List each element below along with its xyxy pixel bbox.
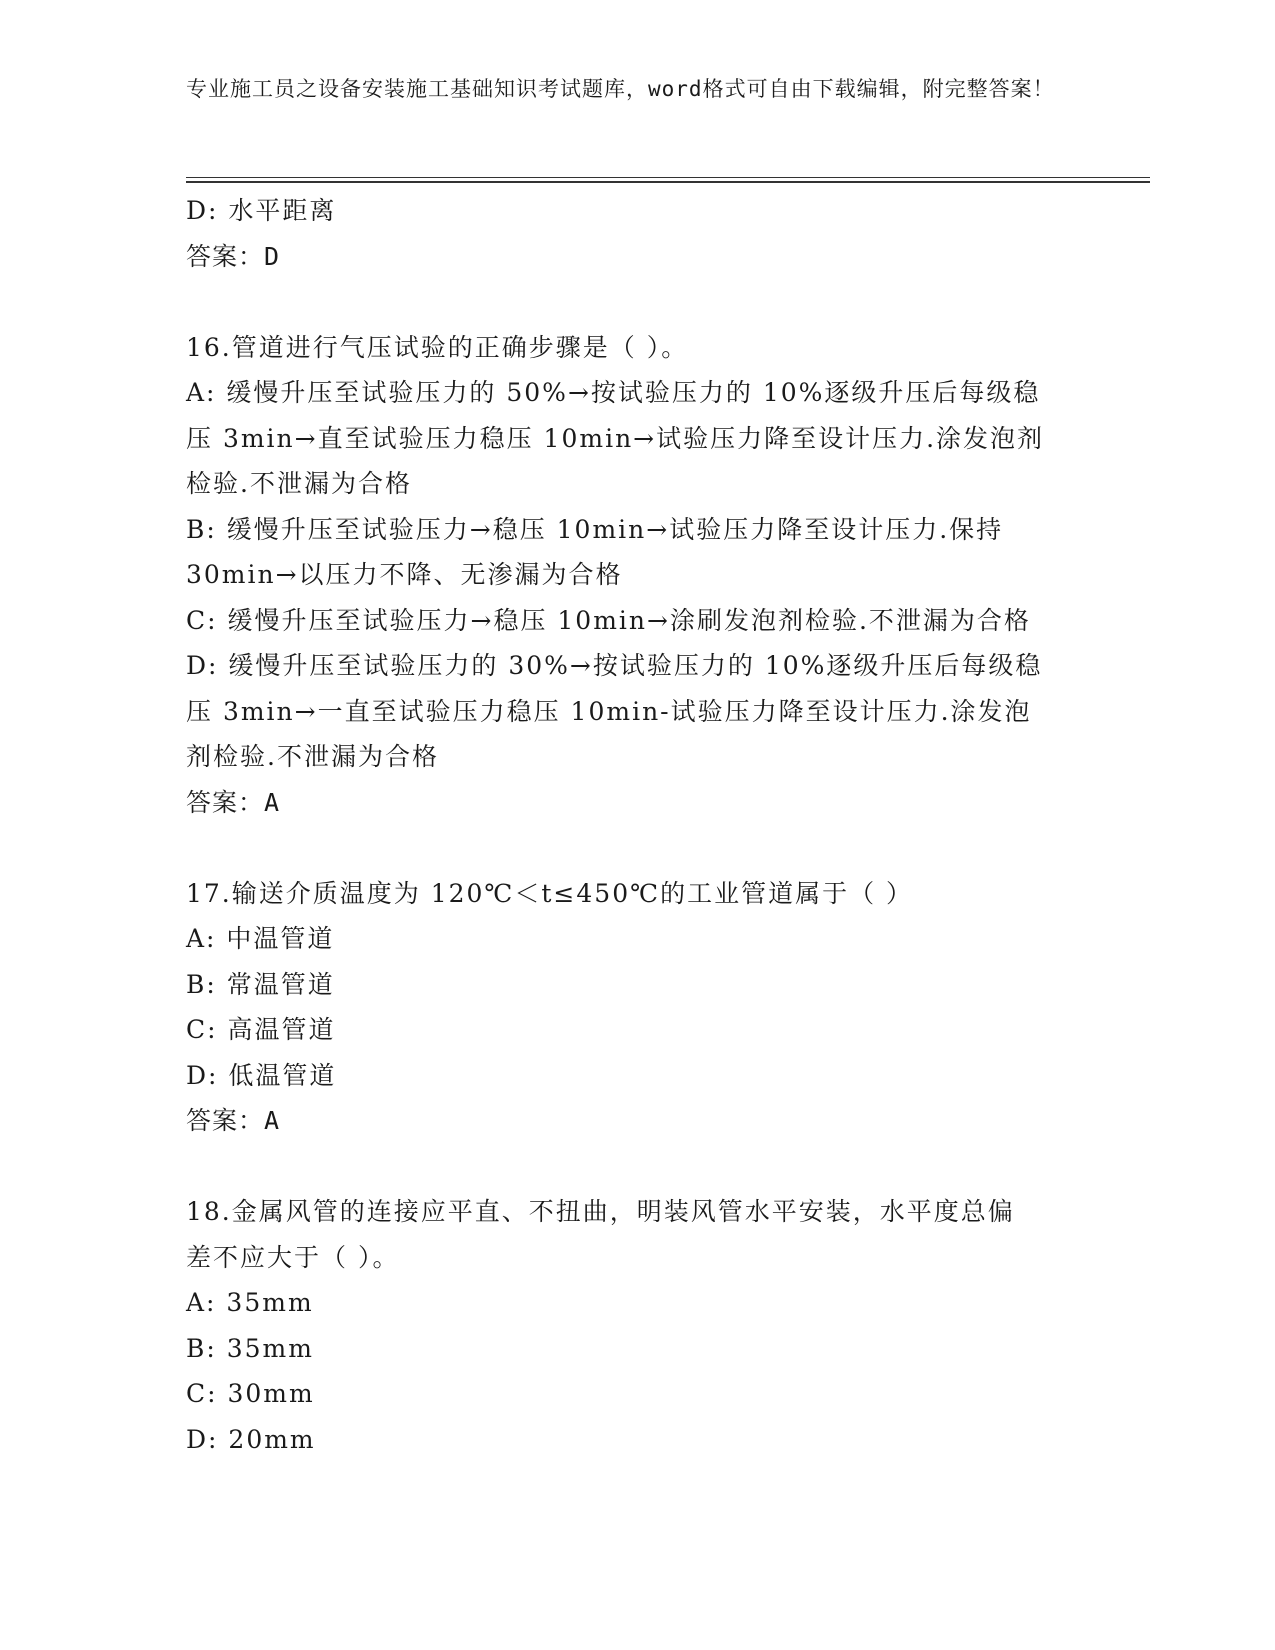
question-stem: 18.金属风管的连接应平直、不扭曲，明装风管水平安装，水平度总偏	[186, 1197, 1015, 1226]
option-d: D: 水平距离	[186, 196, 337, 225]
question-stem: 17.输送介质温度为 120℃＜t≤450℃的工业管道属于（ ）	[186, 878, 914, 908]
answer-line	[186, 780, 1086, 826]
option-c: C: 缓慢升压至试验压力→稳压 10min→涂刷发泡剂检验.不泄漏为合格	[186, 605, 1031, 635]
answer-label: 答案：	[186, 787, 265, 817]
option-c: C: 30mm	[186, 1379, 315, 1408]
question-stem-cont: 差不应大于（ ）。	[186, 1242, 400, 1272]
option-d-cont: 压 3min→一直至试验压力稳压 10min-试验压力降至设计压力.涂发泡	[186, 696, 1032, 726]
spacer	[186, 1144, 1086, 1190]
option-a: A: 缓慢升压至试验压力的 50%→按试验压力的 10%逐级升压后每级稳	[186, 378, 1041, 407]
option-b: B: 常温管道	[186, 969, 335, 999]
option-d-cont: 剂检验.不泄漏为合格	[186, 742, 439, 771]
document-body	[186, 188, 1086, 1462]
option-a: A: 中温管道	[186, 924, 335, 953]
option-d: D: 缓慢升压至试验压力的 30%→按试验压力的 10%逐级升压后每级稳	[186, 651, 1043, 680]
header-divider	[186, 177, 1150, 178]
header-divider-thick	[186, 181, 1150, 183]
document-title: 专业施工员之设备安装施工基础知识考试题库，word格式可自由下载编辑，附完整答案！	[186, 77, 1055, 101]
answer-label: 答案：	[186, 241, 265, 271]
answer-value: A	[264, 1106, 281, 1135]
answer-line	[186, 234, 1086, 280]
document-header	[186, 72, 1066, 106]
option-b: B: 35mm	[186, 1333, 314, 1363]
answer-value: A	[264, 787, 281, 817]
option-d: D: 低温管道	[186, 1060, 337, 1090]
option-b: B: 缓慢升压至试验压力→稳压 10min→试验压力降至设计压力.保持	[186, 514, 1004, 544]
question-18	[186, 1189, 1086, 1462]
question-17	[186, 871, 1086, 1144]
option-a-cont: 压 3min→直至试验压力稳压 10min→试验压力降至设计压力.涂发泡剂	[186, 423, 1045, 453]
spacer	[186, 279, 1086, 325]
option-c: C: 高温管道	[186, 1015, 336, 1044]
spacer	[186, 825, 1086, 871]
option-a-cont: 检验.不泄漏为合格	[186, 469, 412, 498]
answer-value: D	[264, 241, 281, 271]
option-a: A: 35mm	[186, 1288, 314, 1317]
answer-label: 答案：	[186, 1106, 265, 1135]
option-b-cont: 30min→以压力不降、无渗漏为合格	[186, 560, 623, 589]
option-d: D: 20mm	[186, 1424, 316, 1454]
answer-line	[186, 1098, 1086, 1144]
question-16	[186, 325, 1086, 826]
question-stem: 16.管道进行气压试验的正确步骤是（ ）。	[186, 332, 689, 362]
